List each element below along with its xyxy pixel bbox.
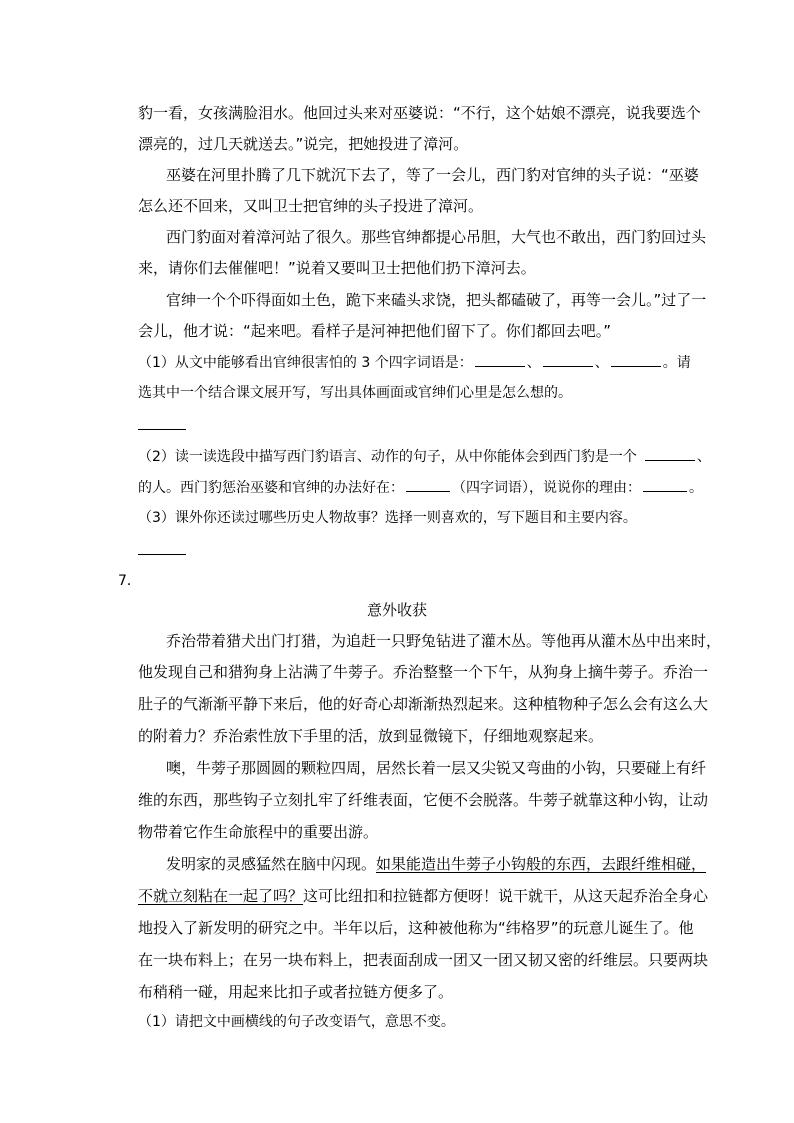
passage-line: 豹一看，女孩满脸泪水。他回过头来对巫婆说：“不行，这个姑娘不漂亮，说我要选个: [138, 104, 701, 122]
passage-text: 这可比纽扣和拉链都方便呀！说干就干，从这天起乔治全身心: [303, 887, 709, 905]
answer-blank[interactable]: [543, 352, 593, 367]
question-text: 的人。西门豹惩治巫婆和官绅的办法好在：: [138, 480, 404, 496]
passage-title: 意外收获: [366, 601, 427, 619]
passage-line: [166, 854, 706, 874]
passage-line: 地投入了新发明的研究之中。半年以后，这种被他称为“纬格罗”的玩意儿诞生了。他: [138, 919, 694, 937]
question-text: 。: [689, 480, 703, 496]
passage-line: 来，请你们去催催吧！”说着又要叫卫士把他们扔下漳河去。: [138, 259, 536, 277]
separator: 、: [594, 355, 609, 371]
passage-line: 噢，牛蒡子那圆圆的颗粒四周，居然长着一层又尖锐又弯曲的小钩，只要碰上有纤: [166, 759, 707, 777]
question-3-line: （3）课外你还读过哪些历史人物故事？选择一则喜欢的，写下题目和主要内容。: [138, 510, 637, 526]
answer-blank[interactable]: [645, 446, 695, 461]
answer-blank[interactable]: [138, 429, 186, 430]
passage-line: 物带着它作生命旅程中的重要出游。: [138, 823, 379, 841]
answer-blank[interactable]: [643, 477, 687, 492]
question-line: （1）请把文中画横线的句子改变语气，意思不变。: [138, 1014, 455, 1030]
passage-line: 乔治带着猎犬出门打猎，为追赶一只野兔钻进了灌木丛。等他再从灌木丛中出来时，: [166, 632, 722, 650]
passage-line: 他发现自己和猎狗身上沾满了牛蒡子。乔治整整一个下午，从狗身上摘牛蒡子。乔治一: [138, 663, 709, 681]
passage-line: 巫婆在河里扑腾了几下就沉下去了，等了一会儿，西门豹对官绅的头子说：“巫婆: [166, 166, 699, 184]
passage-line: 的附着力？乔治索性放下手里的活，放到显微镜下，仔细地观察起来。: [138, 727, 604, 745]
question-1-line: [138, 352, 691, 373]
passage-text: 发明家的灵感猛然在脑中闪现。: [166, 855, 377, 873]
passage-line: 西门豹面对着漳河站了很久。那些官绅都提心吊胆，大气也不敢出，西门豹回过头: [166, 228, 707, 246]
answer-blank[interactable]: [611, 352, 661, 367]
passage-line: 官绅一个个吓得面如土色，跪下来磕头求饶，把头都磕破了，再等一会儿。”过了一: [166, 291, 707, 309]
underlined-sentence: 如果能造出牛蒡子小钩般的东西，去跟纤维相碰，: [376, 855, 707, 873]
question-2-line: [138, 446, 711, 467]
question-text: （2）读一读选段中描写西门豹语言、动作的句子，从中你能体会到西门豹是一个: [138, 449, 637, 465]
question-text: 。请: [662, 355, 691, 371]
question-1-line: 选其中一个结合课文展开写，写出具体画面或官绅们心里是怎么想的。: [138, 385, 572, 401]
passage-line: 怎么还不回来，又叫卫士把官绅的头子投进了漳河。: [138, 197, 484, 215]
passage-line: 漂亮的，过几天就送去。”说完，把她投进了漳河。: [138, 135, 469, 153]
answer-blank[interactable]: [138, 554, 186, 555]
passage-line: 布稍稍一碰，用起来比扣子或者拉链方便多了。: [138, 983, 454, 1001]
question-text: （1）从文中能够看出官绅很害怕的 3 个四字词语是：: [138, 355, 473, 371]
question-text: （四字词语），说说你的理由：: [452, 480, 641, 496]
question-2-line: [138, 477, 703, 498]
separator: 、: [696, 449, 711, 465]
underlined-sentence: 不就立刻粘在一起了吗？: [138, 887, 304, 905]
separator: 、: [526, 355, 541, 371]
passage-line: 维的东西，那些钩子立刻扎牢了纤维表面，它便不会脱落。牛蒡子就靠这种小钩，让动: [138, 791, 709, 809]
answer-blank[interactable]: [406, 477, 450, 492]
answer-blank[interactable]: [475, 352, 525, 367]
passage-line: 会儿，他才说：“起来吧。看样子是河神把他们留下了。你们都回去吧。”: [138, 322, 612, 340]
question-number: 7．: [118, 573, 141, 589]
passage-line: 在一块布料上；在另一块布料上，把表面刮成一团又一团又韧又密的纤维层。只要两块: [138, 951, 709, 969]
passage-line: 肚子的气渐渐平静下来后，他的好奇心却渐渐热烈起来。这种植物种子怎么会有这么大: [138, 695, 709, 713]
passage-line: [138, 886, 708, 906]
